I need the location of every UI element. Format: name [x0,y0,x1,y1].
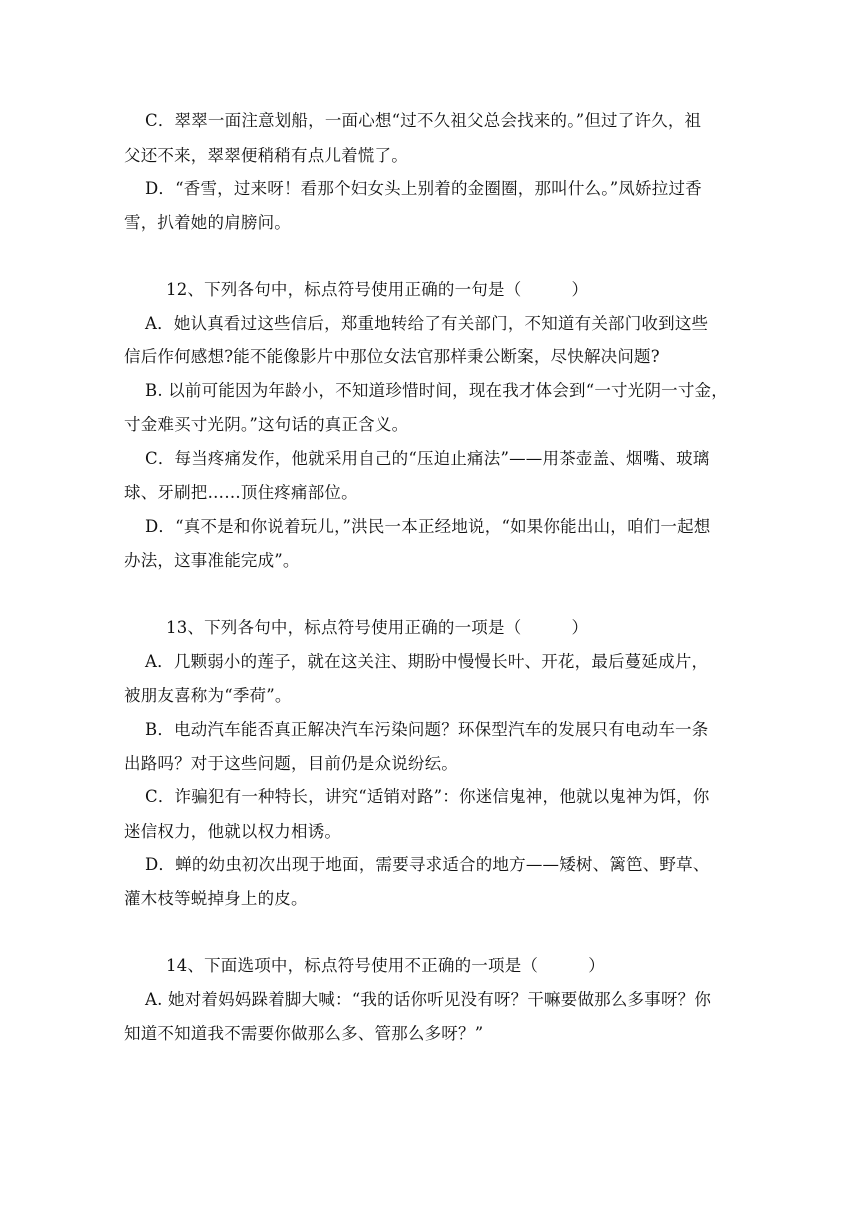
q13-option-c-line1: C．诈骗犯有一种特长，讲究“适销对路”：你迷信鬼神，他就以鬼神为饵，你 [145,787,710,806]
q13-option-b-line2: 出路吗？对于这些问题，目前仍是众说纷纭。 [124,754,458,773]
q14-option-a-line1: A. 她对着妈妈跺着脚大喊：“我的话你听见没有呀？干嘛要做那么多事呀？你 [145,990,712,1009]
q13-option-a-line1: A．几颗弱小的莲子，就在这关注、期盼中慢慢长叶、开花，最后蔓延成片， [145,652,709,671]
q12-option-b-line2: 寸金难买寸光阴。”这句话的真正含义。 [124,415,409,434]
q11-option-c-line1: C．翠翠一面注意划船，一面心想“过不久祖父总会找来的。”但过了许久，祖 [145,111,702,130]
q14-title: 14、下面选项中，标点符号使用不正确的一项是（ ） [166,956,605,975]
q13-option-a-line2: 被朋友喜称为“季荷”。 [124,686,292,705]
q12-option-c-line1: C．每当疼痛发作，他就采用自己的“压迫止痛法”——用茶壶盖、烟嘴、玻璃 [145,449,710,468]
q12-option-d-line1: D．“真不是和你说着玩儿，”洪民一本正经地说，“如果你能出山，咱们一起想 [145,517,711,536]
q13-option-c-line2: 迷信权力，他就以权力相诱。 [124,822,342,841]
q12-option-b-line1: B. 以前可能因为年龄小，不知道珍惜时间，现在我才体会到“一寸光阴一寸金， [145,381,728,400]
q11-option-d-line1: D．“香雪，过来呀！看那个妇女头上别着的金圈圈，那叫什么。”凤娇拉过香 [145,179,702,198]
q12-title: 12、下列各句中，标点符号使用正确的一句是（ ） [166,280,589,299]
q12-option-a-line2: 信后作何感想?能不能像影片中那位女法官那样秉公断案，尽快解决问题? [124,347,660,366]
q13-option-d-line2: 灌木枝等蜕掉身上的皮。 [124,889,308,908]
q12-option-d-line2: 办法，这事准能完成”。 [124,551,300,570]
q11-option-d-line2: 雪，扒着她的肩膀问。 [124,213,291,232]
q12-option-c-line2: 球、牙刷把……顶住疼痛部位。 [124,483,358,502]
q11-option-c-line2: 父还不来，翠翠便稍稍有点儿着慌了。 [124,146,408,165]
q13-option-d-line1: D．蝉的幼虫初次出现于地面，需要寻求适合的地方——矮树、篱笆、野草、 [145,855,710,874]
q13-title: 13、下列各句中，标点符号使用正确的一项是（ ） [166,618,589,637]
q14-option-a-line2: 知道不知道我不需要你做那么多、管那么多呀？” [124,1024,484,1043]
q12-option-a-line1: A．她认真看过这些信后，郑重地转给了有关部门，不知道有关部门收到这些 [145,314,709,333]
q13-option-b-line1: B．电动汽车能否真正解决汽车污染问题？环保型汽车的发展只有电动车一条 [145,720,709,739]
